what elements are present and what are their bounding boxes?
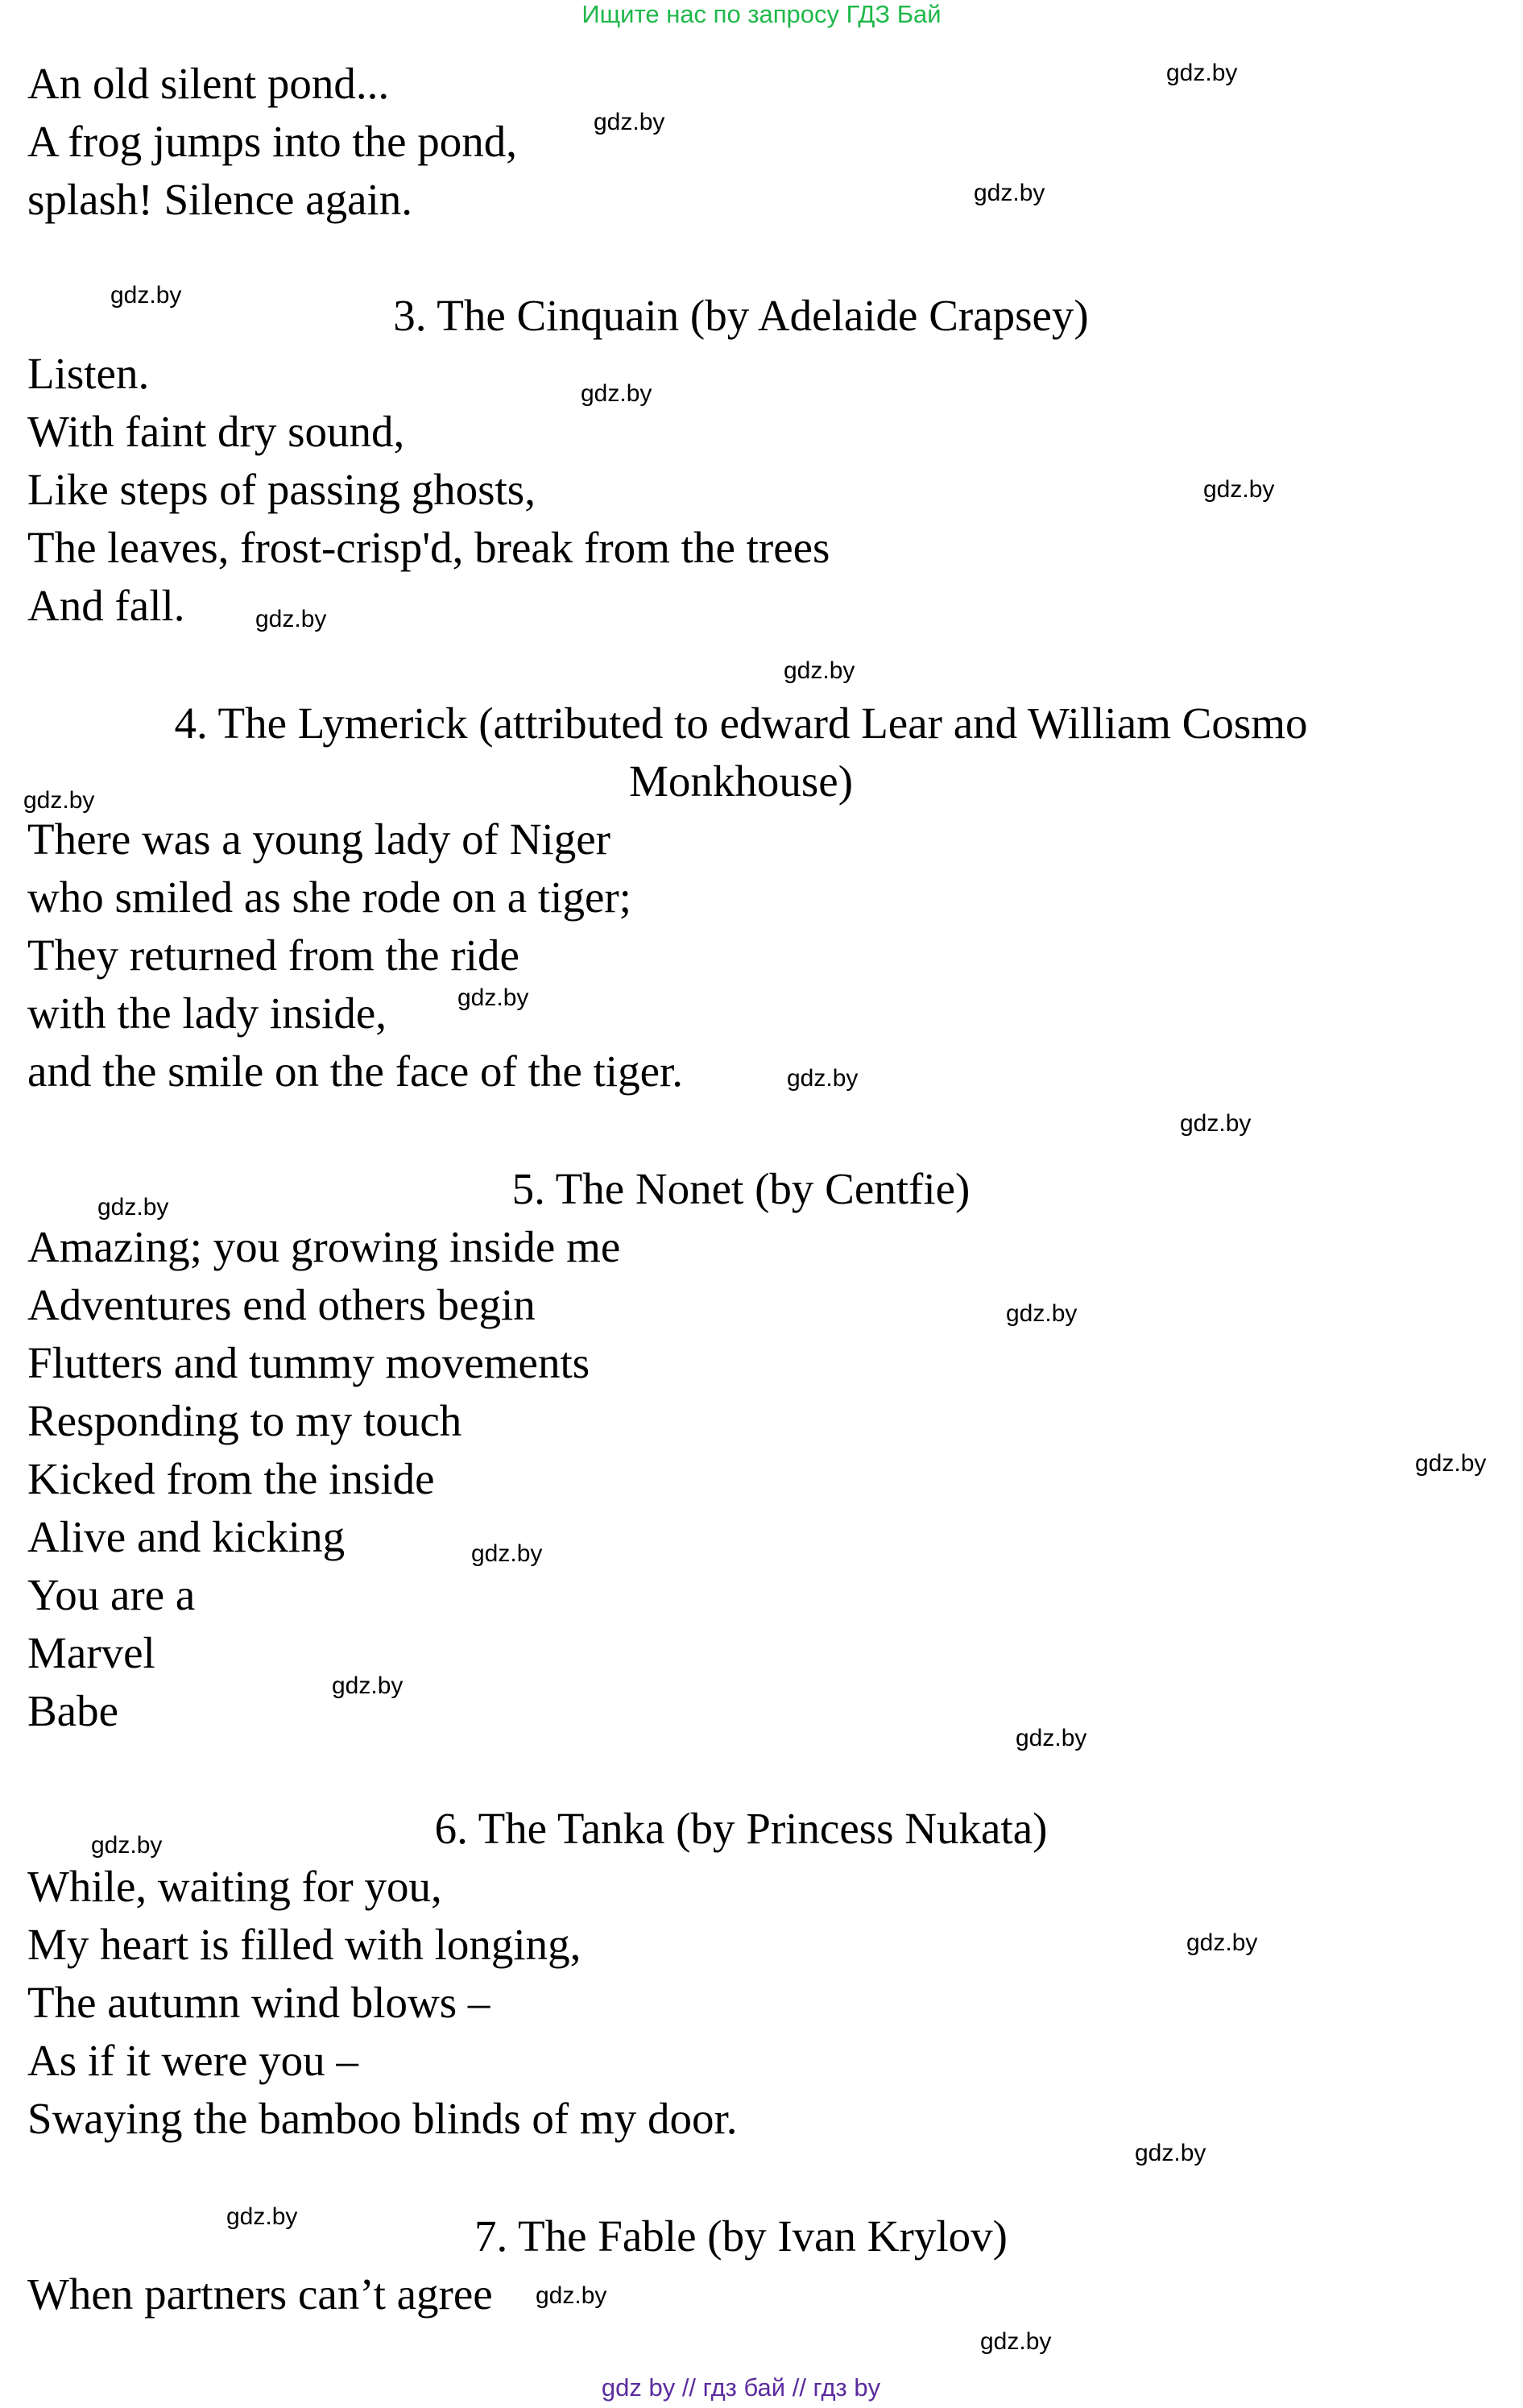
limerick-line-2: who smiled as she rode on a tiger; [27,872,631,922]
haiku-line-2: A frog jumps into the pond, [27,117,518,166]
watermark: gdz.by [1180,1110,1252,1137]
watermark: gdz.by [1016,1725,1087,1751]
haiku-line-1: An old silent pond... [27,59,390,108]
watermark: gdz.by [784,657,855,684]
watermark: gdz.by [91,1832,163,1859]
limerick-line-1: There was a young lady of Niger [27,814,610,864]
nonet-line-2: Adventures end others begin [27,1280,536,1329]
watermark: gdz.by [1006,1300,1078,1327]
watermark: gdz.by [1203,476,1275,503]
haiku-line-3: splash! Silence again. [27,175,413,224]
cinquain-line-1: Listen. [27,349,150,398]
watermark: gdz.by [1186,1929,1258,1956]
nonet-line-5: Kicked from the inside [27,1454,435,1503]
nonet-line-9: Babe [27,1686,119,1735]
search-prompt-link[interactable]: Ищите нас по запросу ГДЗ Бай [581,0,942,28]
tanka-line-4: As if it were you – [27,2036,358,2085]
nonet-line-6: Alive and kicking [27,1512,346,1561]
watermark: gdz.by [255,606,327,632]
nonet-line-7: You are a [27,1570,196,1619]
watermark: gdz.by [980,2328,1052,2355]
watermark: gdz.by [1135,2140,1206,2166]
watermark: gdz.by [1415,1450,1487,1477]
nonet-line-8: Marvel [27,1628,155,1677]
watermark: gdz.by [581,380,652,407]
nonet-line-3: Flutters and tummy movements [27,1338,590,1387]
footer-links[interactable]: gdz by // гдз бай // гдз by [601,2373,881,2402]
limerick-title-line-1: 4. The Lymerick (attributed to edward Lear and William Cosmo [174,698,1308,748]
tanka-line-5: Swaying the bamboo blinds of my door. [27,2094,738,2143]
watermark: gdz.by [536,2282,607,2309]
tanka-line-1: While, waiting for you, [27,1862,442,1911]
watermark: gdz.by [1166,60,1238,86]
cinquain-line-4: The leaves, frost-crisp'd, break from the trees [27,523,830,572]
watermark: gdz.by [471,1540,543,1567]
watermark: gdz.by [787,1065,859,1092]
tanka-line-3: The autumn wind blows – [27,1978,490,2027]
watermark: gdz.by [23,787,95,814]
tanka-line-2: My heart is filled with longing, [27,1920,581,1969]
nonet-line-4: Responding to my touch [27,1396,462,1445]
nonet-line-1: Amazing; you growing inside me [27,1222,621,1271]
cinquain-line-3: Like steps of passing ghosts, [27,465,536,514]
cinquain-title: 3. The Cinquain (by Adelaide Crapsey) [393,291,1089,340]
watermark: gdz.by [226,2203,298,2230]
watermark: gdz.by [594,109,665,135]
nonet-title: 5. The Nonet (by Centfie) [511,1164,970,1213]
limerick-line-5: and the smile on the face of the tiger. [27,1047,684,1096]
fable-line-1: When partners can’t agree [27,2269,493,2319]
watermark: gdz.by [457,984,529,1011]
cinquain-line-2: With faint dry sound, [27,407,405,456]
limerick-title-line-2: Monkhouse) [628,756,854,806]
limerick-line-4: with the lady inside, [27,988,387,1038]
watermark: gdz.by [97,1194,169,1221]
tanka-title: 6. The Tanka (by Princess Nukata) [434,1804,1048,1853]
watermark: gdz.by [332,1672,404,1699]
cinquain-line-5: And fall. [27,581,185,630]
watermark: gdz.by [974,180,1045,206]
limerick-line-3: They returned from the ride [27,930,519,980]
watermark: gdz.by [110,282,182,309]
fable-title: 7. The Fable (by Ivan Krylov) [474,2211,1008,2261]
